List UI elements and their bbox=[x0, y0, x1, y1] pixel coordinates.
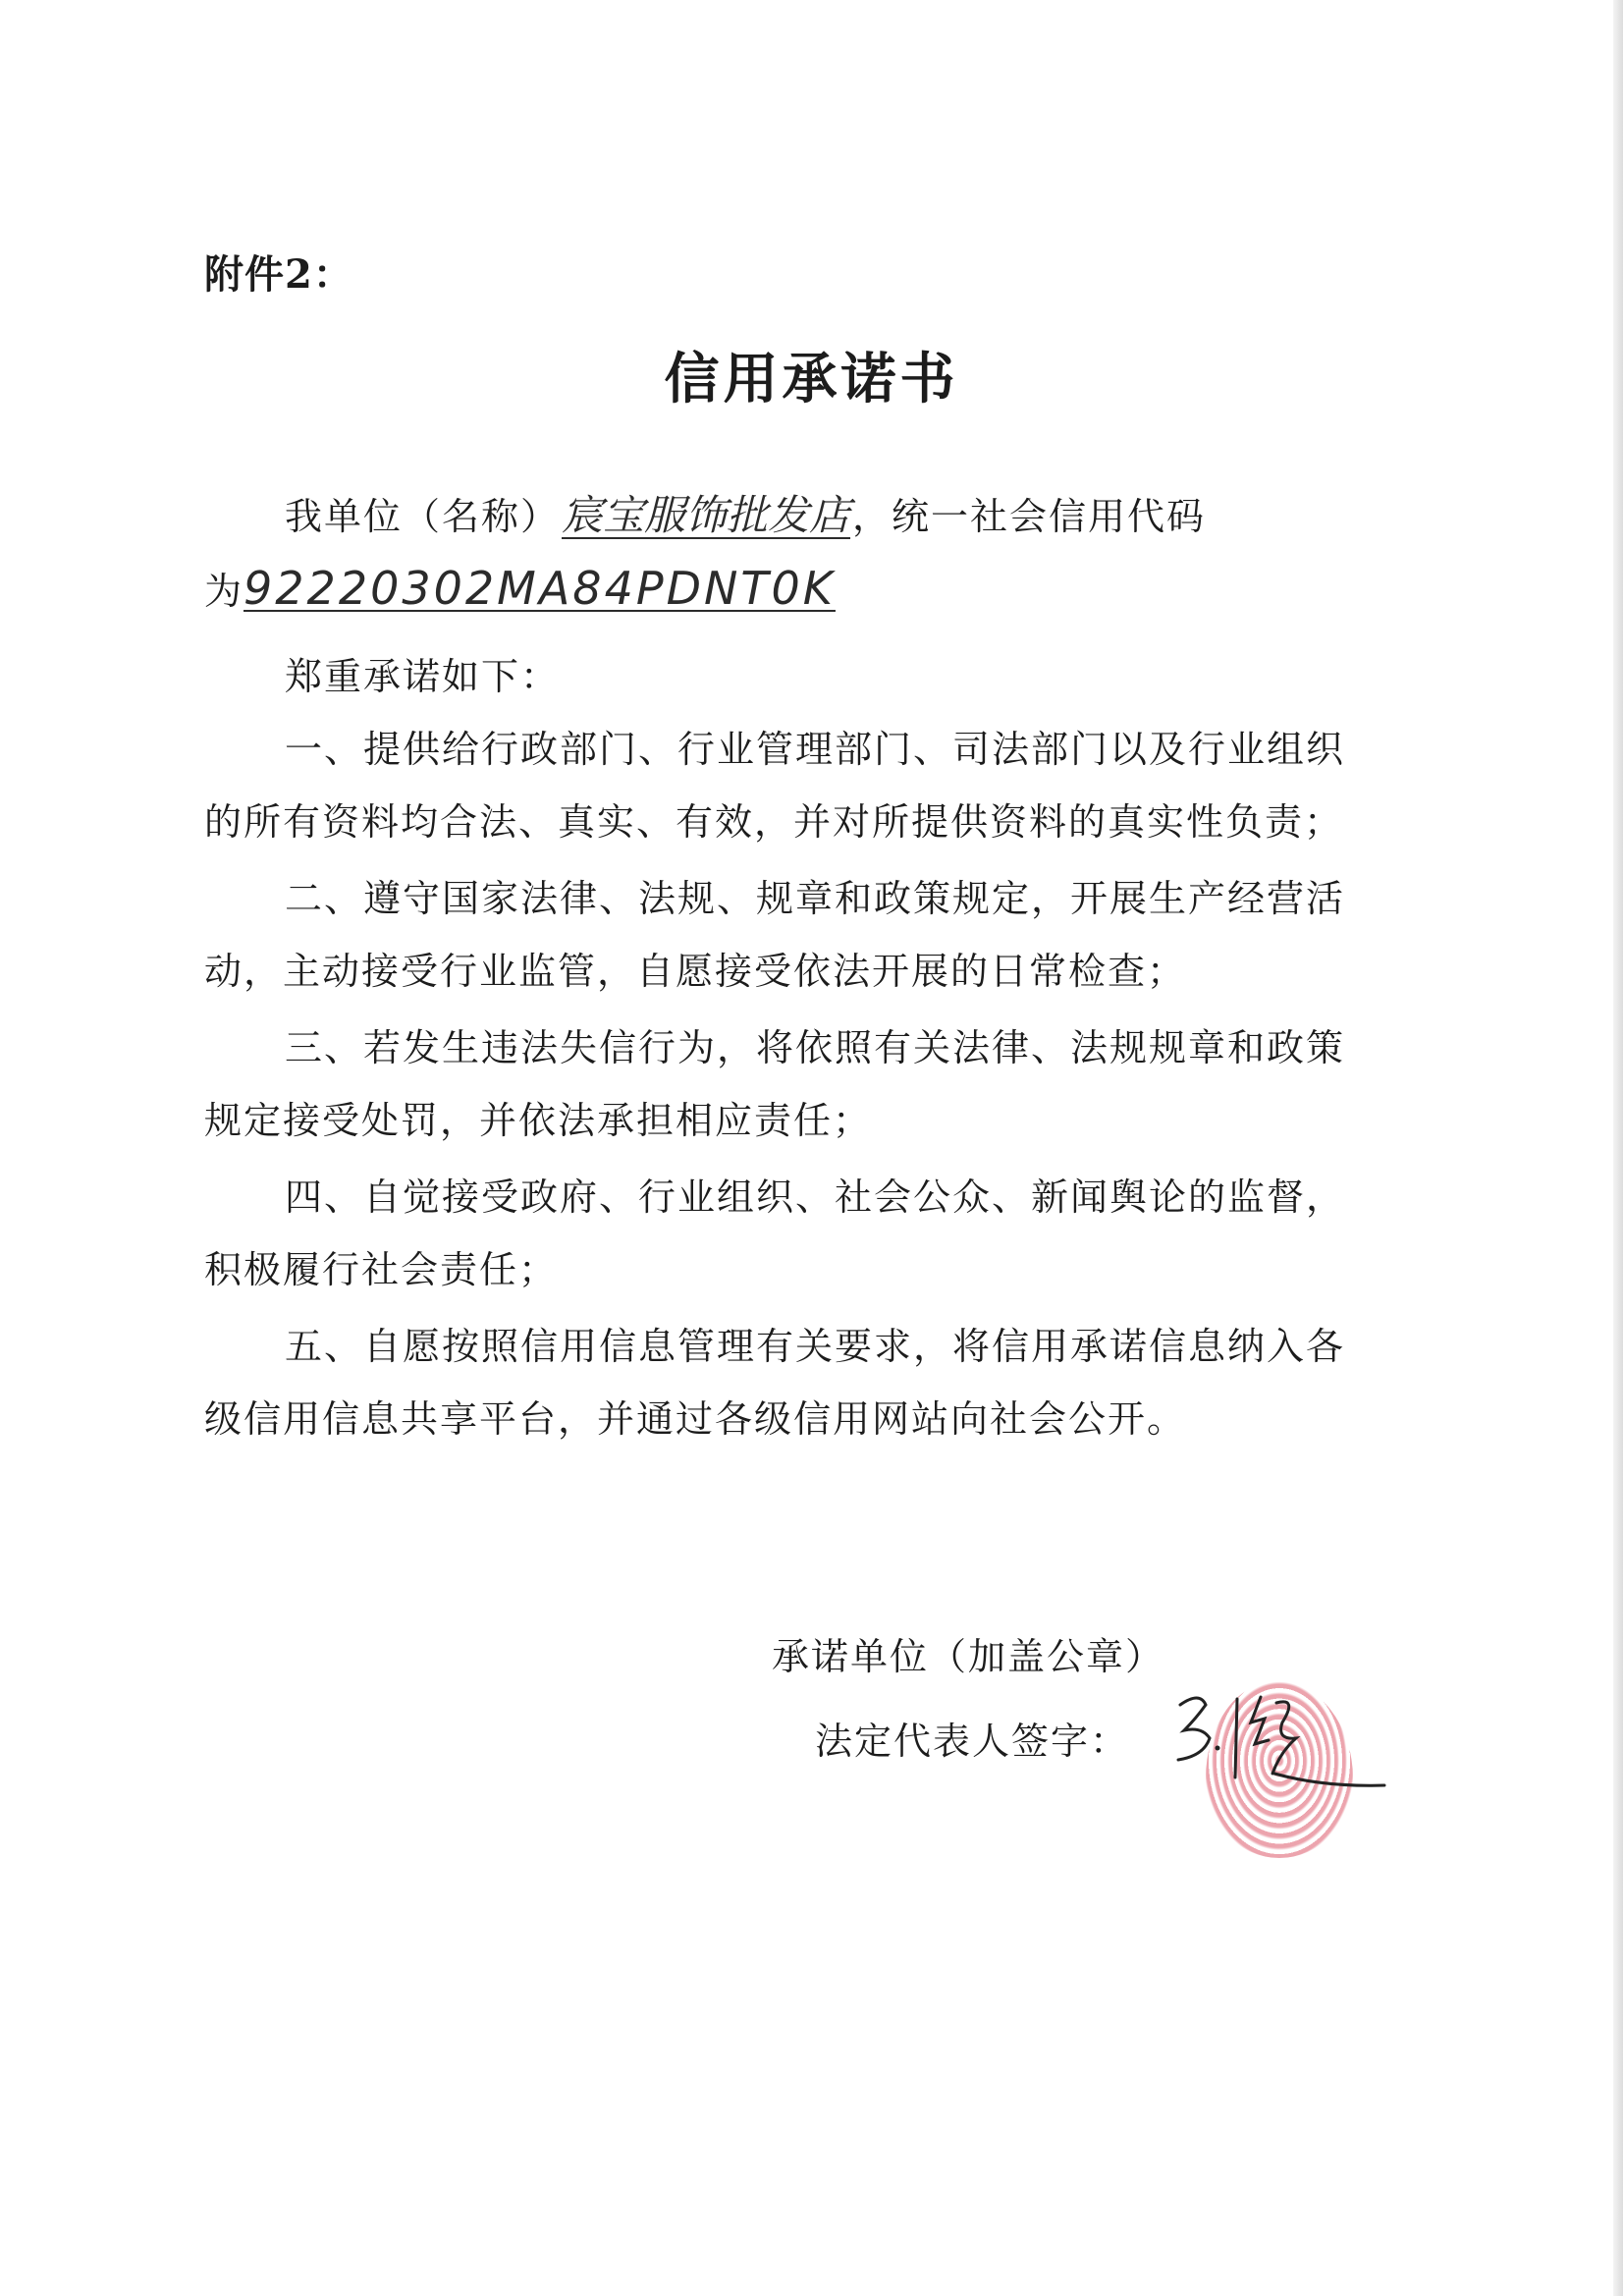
item-3-line-2: 规定接受处罚，并依法承担相应责任； bbox=[204, 1099, 873, 1142]
legal-rep-label: 法定代表人签字： bbox=[815, 1720, 1130, 1763]
item-4-line-1: 四、自觉接受政府、行业组织、社会公众、新闻舆论的监督， bbox=[285, 1175, 1346, 1219]
item-1-line-1: 一、提供给行政部门、行业管理部门、司法部门以及行业组织 bbox=[285, 728, 1346, 771]
item-2-line-1: 二、遵守国家法律、法规、规章和政策规定，开展生产经营活 bbox=[285, 877, 1346, 920]
intro-line-2 bbox=[204, 564, 836, 616]
unit-name-handwritten: 宸宝服饰批发店 bbox=[562, 491, 851, 539]
commit-unit-label: 承诺单位（加盖公章） bbox=[772, 1635, 1165, 1678]
intro-prefix: 我单位（名称） bbox=[285, 495, 561, 538]
intro-line-1 bbox=[285, 491, 1206, 541]
item-5-line-1: 五、自愿按照信用信息管理有关要求，将信用承诺信息纳入各 bbox=[285, 1325, 1346, 1368]
item-3-line-1: 三、若发生违法失信行为，将依照有关法律、法规规章和政策 bbox=[285, 1026, 1346, 1069]
intro-suffix: ，统一社会信用代码 bbox=[852, 495, 1207, 538]
handwritten-signature bbox=[1166, 1679, 1392, 1807]
code-prefix: 为 bbox=[204, 570, 244, 613]
item-2-line-2: 动，主动接受行业监管，自愿接受依法开展的日常检查； bbox=[204, 950, 1187, 993]
credit-code-handwritten: 92220302MA84PDNT0K bbox=[243, 562, 836, 615]
attachment-label: 附件2： bbox=[204, 251, 353, 298]
item-4-line-2: 积极履行社会责任； bbox=[204, 1248, 559, 1291]
document-title: 信用承诺书 bbox=[664, 347, 959, 411]
item-5-line-2: 级信用信息共享平台，并通过各级信用网站向社会公开。 bbox=[204, 1397, 1187, 1441]
solemn-line: 郑重承诺如下： bbox=[285, 655, 561, 698]
item-1-line-2: 的所有资料均合法、真实、有效，并对所提供资料的真实性负责； bbox=[204, 800, 1344, 844]
